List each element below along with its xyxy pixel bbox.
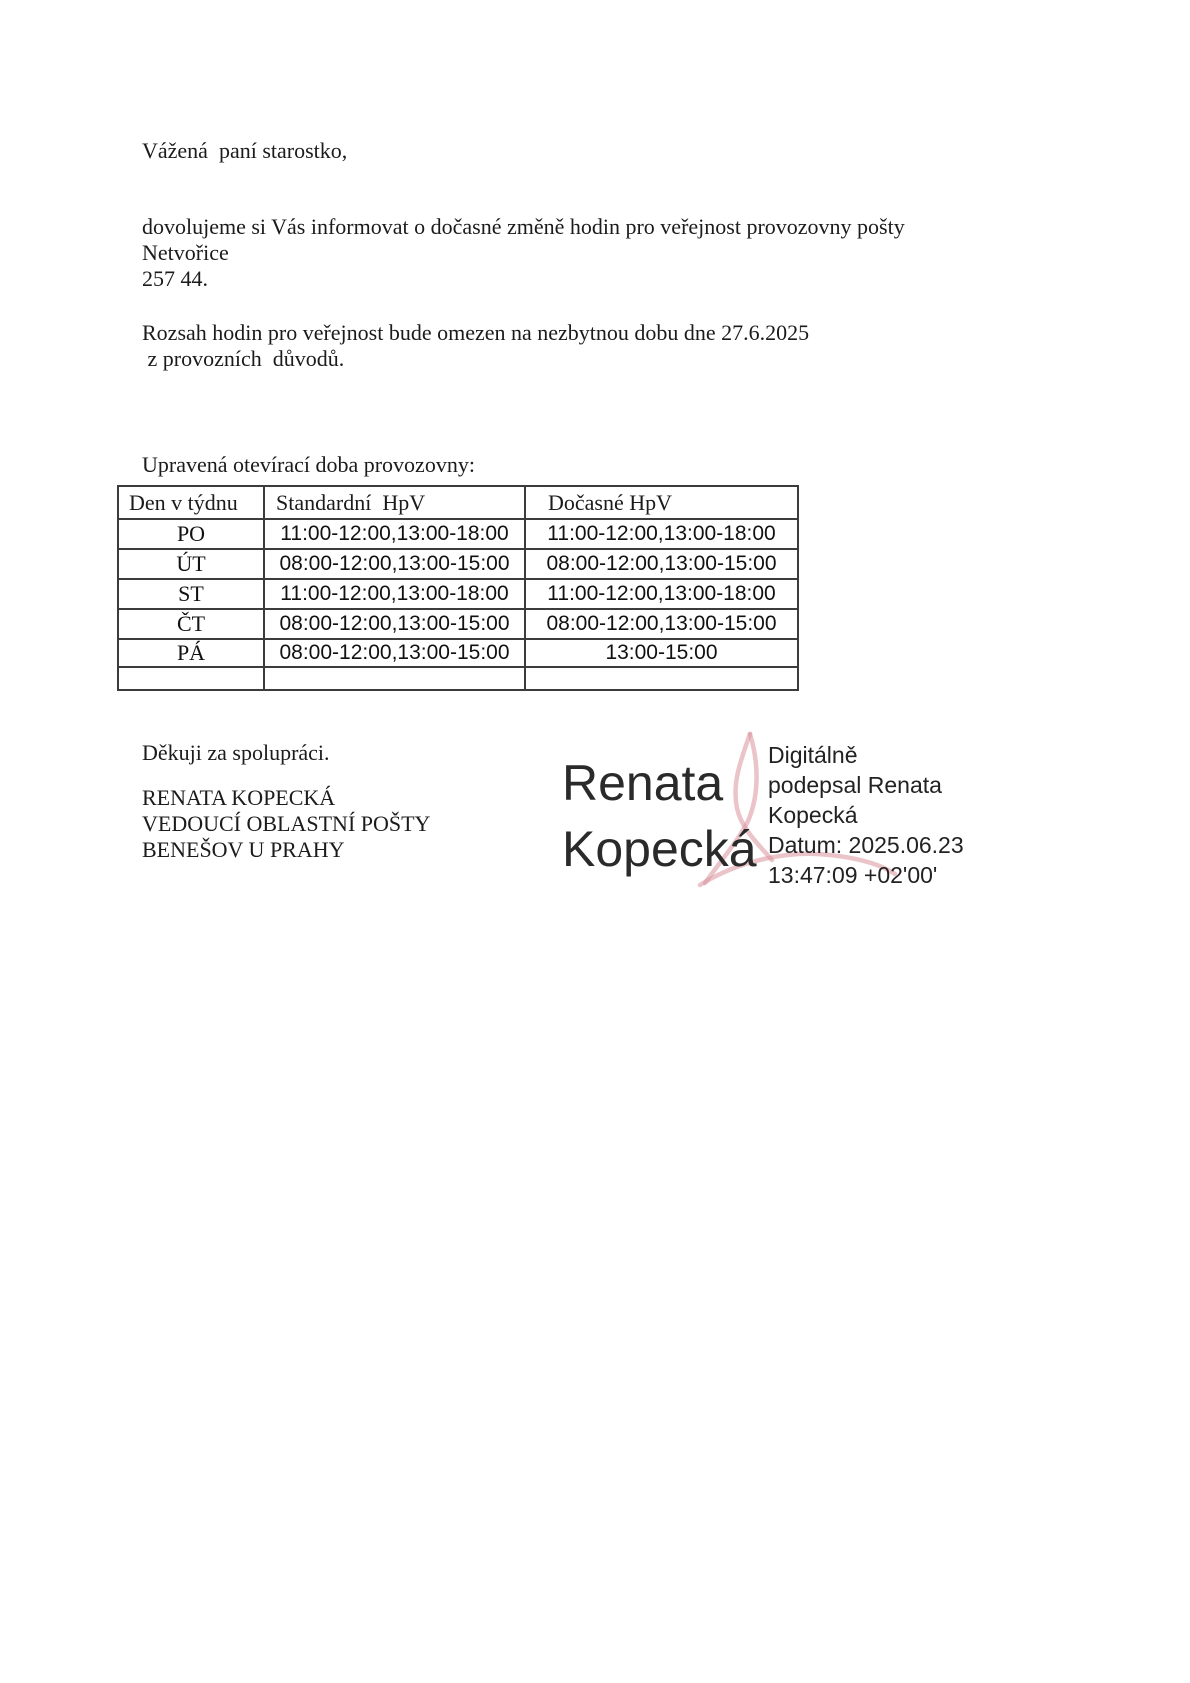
standard-hours-cell: 08:00-12:00,13:00-15:00 xyxy=(264,549,525,579)
standard-hours-cell: 08:00-12:00,13:00-15:00 xyxy=(264,609,525,639)
paragraph-restriction xyxy=(142,320,982,372)
temporary-hours-cell: 08:00-12:00,13:00-15:00 xyxy=(525,609,798,639)
sender-name: RENATA KOPECKÁ xyxy=(142,785,336,810)
day-cell: ÚT xyxy=(118,549,264,579)
day-cell: ČT xyxy=(118,609,264,639)
paragraph-restriction-line2: z provozních důvodů. xyxy=(142,346,345,371)
signature-details-line1: Digitálně xyxy=(768,742,858,768)
table-row-friday xyxy=(118,639,798,667)
day-cell xyxy=(118,667,264,690)
column-header-day: Den v týdnu xyxy=(118,486,264,519)
table-row-thursday xyxy=(118,609,798,639)
digital-signature-details xyxy=(768,740,964,890)
salutation: Vážená paní starostko, xyxy=(142,138,348,163)
standard-hours-cell: 08:00-12:00,13:00-15:00 xyxy=(264,639,525,667)
standard-hours-cell: 11:00-12:00,13:00-18:00 xyxy=(264,579,525,609)
column-header-temporary-hours: Dočasné HpV xyxy=(525,486,798,519)
paragraph-restriction-line1: Rozsah hodin pro veřejnost bude omezen na nezbytnou dobu dne 27.6.2025 xyxy=(142,320,810,345)
table-row-empty xyxy=(118,667,798,690)
day-cell: PÁ xyxy=(118,639,264,667)
closing-block xyxy=(142,740,430,863)
temporary-hours-cell xyxy=(525,667,798,690)
table-row-monday xyxy=(118,519,798,549)
digital-signature-name-line2: Kopecká xyxy=(562,821,757,877)
digital-signature-name-line1: Renata xyxy=(562,755,724,811)
table-caption: Upravená otevírací doba provozovny: xyxy=(142,452,475,477)
temporary-hours-cell: 08:00-12:00,13:00-15:00 xyxy=(525,549,798,579)
table-row-tuesday xyxy=(118,549,798,579)
sender-location: BENEŠOV U PRAHY xyxy=(142,837,345,862)
column-header-standard-hours: Standardní HpV xyxy=(264,486,525,519)
signature-details-line5: 13:47:09 +02'00' xyxy=(768,862,938,888)
paragraph-intro-line2: 257 44. xyxy=(142,266,208,291)
table-header-row xyxy=(118,486,798,519)
closing-thanks: Děkuji za spolupráci. xyxy=(142,740,330,765)
temporary-hours-cell: 11:00-12:00,13:00-18:00 xyxy=(525,579,798,609)
table-row-wednesday xyxy=(118,579,798,609)
paragraph-intro-line1: dovolujeme si Vás informovat o dočasné změně hodin pro veřejnost provozovny pošty Netvořice xyxy=(142,214,911,265)
opening-hours-table xyxy=(117,485,799,691)
paragraph-intro xyxy=(142,214,982,292)
temporary-hours-cell: 13:00-15:00 xyxy=(525,639,798,667)
signature-details-line2: podepsal Renata xyxy=(768,772,942,798)
signature-details-line4: Datum: 2025.06.23 xyxy=(768,832,964,858)
sender-title: VEDOUCÍ OBLASTNÍ POŠTY xyxy=(142,811,431,836)
standard-hours-cell: 11:00-12:00,13:00-18:00 xyxy=(264,519,525,549)
signature-details-line3: Kopecká xyxy=(768,802,858,828)
day-cell: PO xyxy=(118,519,264,549)
standard-hours-cell xyxy=(264,667,525,690)
digital-signature-name xyxy=(562,750,757,882)
day-cell: ST xyxy=(118,579,264,609)
temporary-hours-cell: 11:00-12:00,13:00-18:00 xyxy=(525,519,798,549)
